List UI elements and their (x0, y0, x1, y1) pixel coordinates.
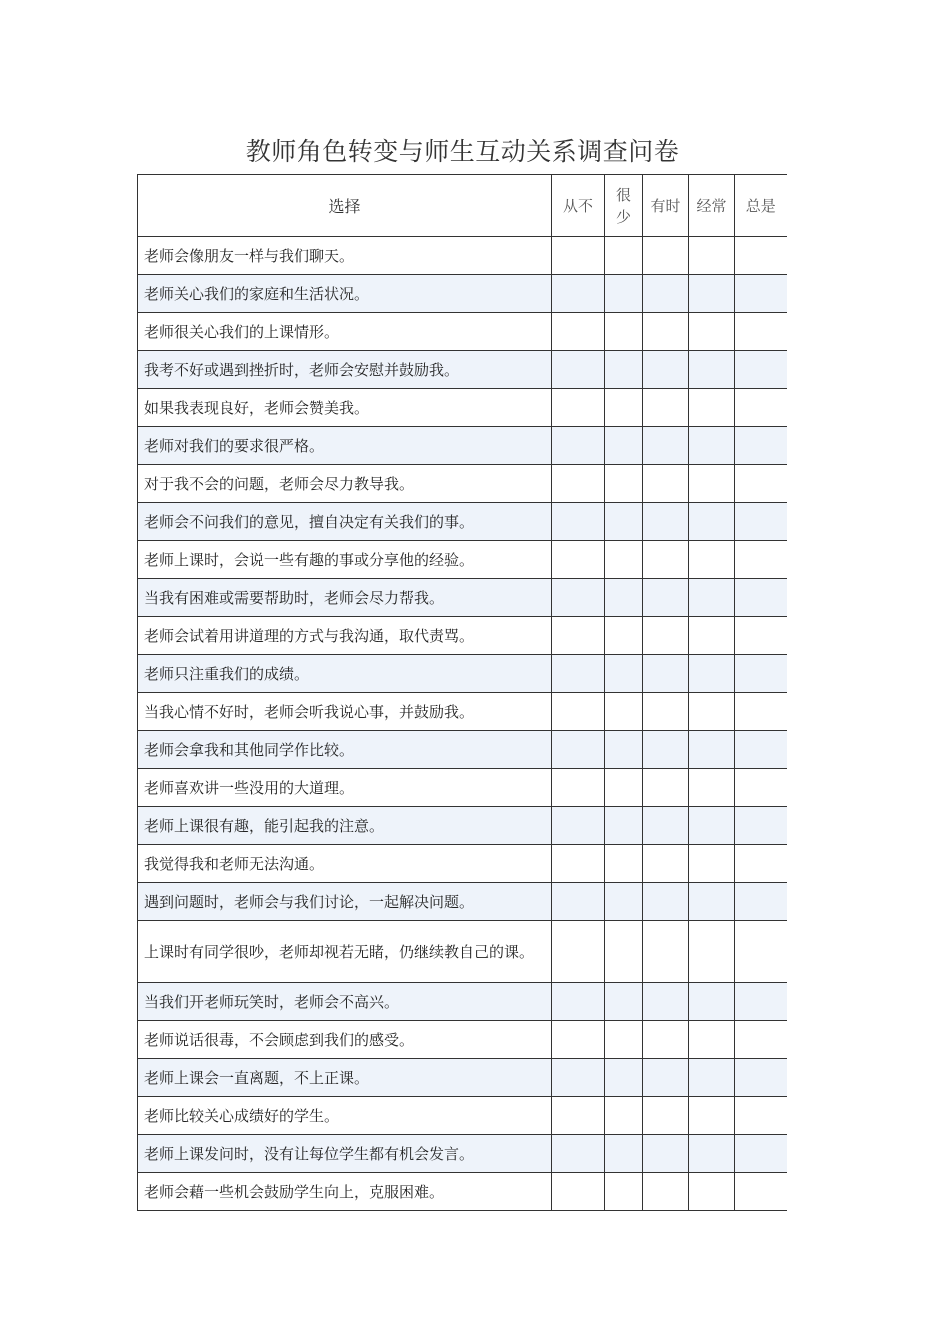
question-text: 当我心情不好时，老师会听我说心事，并鼓励我。 (138, 693, 552, 731)
answer-cell-sometimes[interactable] (643, 883, 689, 921)
answer-cell-always[interactable] (735, 237, 787, 275)
answer-cell-always[interactable] (735, 617, 787, 655)
answer-cell-sometimes[interactable] (643, 1173, 689, 1211)
answer-cell-always[interactable] (735, 731, 787, 769)
question-text: 老师会藉一些机会鼓励学生向上，克服困难。 (138, 1173, 552, 1211)
question-row (138, 655, 787, 693)
answer-cell-often[interactable] (689, 655, 735, 693)
answer-cell-rarely[interactable] (605, 313, 643, 351)
answer-cell-rarely[interactable] (605, 427, 643, 465)
answer-cell-sometimes[interactable] (643, 655, 689, 693)
answer-cell-rarely[interactable] (605, 807, 643, 845)
answer-cell-often[interactable] (689, 351, 735, 389)
answer-cell-never[interactable] (552, 807, 605, 845)
question-text: 如果我表现良好，老师会赞美我。 (138, 389, 552, 427)
answer-cell-rarely[interactable] (605, 541, 643, 579)
answer-cell-often[interactable] (689, 579, 735, 617)
option-header-often: 经常 (689, 175, 735, 237)
answer-cell-sometimes[interactable] (643, 731, 689, 769)
question-row (138, 503, 787, 541)
option-header-always: 总是 (735, 175, 787, 237)
answer-cell-often[interactable] (689, 427, 735, 465)
answer-cell-rarely[interactable] (605, 1097, 643, 1135)
answer-cell-always[interactable] (735, 579, 787, 617)
question-text: 老师上课时，会说一些有趣的事或分享他的经验。 (138, 541, 552, 579)
question-row (138, 921, 787, 983)
answer-cell-sometimes[interactable] (643, 541, 689, 579)
answer-cell-sometimes[interactable] (643, 275, 689, 313)
answer-cell-never[interactable] (552, 579, 605, 617)
answer-cell-always[interactable] (735, 1173, 787, 1211)
answer-cell-often[interactable] (689, 845, 735, 883)
answer-cell-often[interactable] (689, 1135, 735, 1173)
answer-cell-never[interactable] (552, 769, 605, 807)
answer-cell-always[interactable] (735, 769, 787, 807)
question-text: 老师说话很毒，不会顾虑到我们的感受。 (138, 1021, 552, 1059)
question-text: 我觉得我和老师无法沟通。 (138, 845, 552, 883)
answer-cell-often[interactable] (689, 313, 735, 351)
answer-cell-always[interactable] (735, 883, 787, 921)
question-row (138, 275, 787, 313)
answer-cell-rarely[interactable] (605, 693, 643, 731)
answer-cell-never[interactable] (552, 503, 605, 541)
answer-cell-never[interactable] (552, 1173, 605, 1211)
question-text: 我考不好或遇到挫折时，老师会安慰并鼓励我。 (138, 351, 552, 389)
question-row (138, 313, 787, 351)
answer-cell-never[interactable] (552, 1059, 605, 1097)
answer-cell-rarely[interactable] (605, 237, 643, 275)
option-header-rarely-text: 很 少 (615, 185, 631, 226)
answer-cell-sometimes[interactable] (643, 1135, 689, 1173)
question-row (138, 883, 787, 921)
answer-cell-rarely[interactable] (605, 503, 643, 541)
answer-cell-sometimes[interactable] (643, 579, 689, 617)
question-text: 上课时有同学很吵，老师却视若无睹，仍继续教自己的课。 (138, 921, 552, 983)
answer-cell-often[interactable] (689, 389, 735, 427)
question-text: 老师上课很有趣，能引起我的注意。 (138, 807, 552, 845)
answer-cell-rarely[interactable] (605, 1059, 643, 1097)
answer-cell-sometimes[interactable] (643, 237, 689, 275)
answer-cell-never[interactable] (552, 465, 605, 503)
question-row (138, 845, 787, 883)
answer-cell-sometimes[interactable] (643, 921, 689, 983)
answer-cell-sometimes[interactable] (643, 807, 689, 845)
answer-cell-sometimes[interactable] (643, 313, 689, 351)
question-text: 老师会不问我们的意见，擅自决定有关我们的事。 (138, 503, 552, 541)
answer-cell-never[interactable] (552, 983, 605, 1021)
answer-cell-never[interactable] (552, 1135, 605, 1173)
answer-cell-never[interactable] (552, 389, 605, 427)
question-text: 遇到问题时，老师会与我们讨论，一起解决问题。 (138, 883, 552, 921)
answer-cell-often[interactable] (689, 541, 735, 579)
answer-cell-always[interactable] (735, 807, 787, 845)
answer-cell-rarely[interactable] (605, 655, 643, 693)
answer-cell-always[interactable] (735, 1135, 787, 1173)
answer-cell-often[interactable] (689, 1059, 735, 1097)
answer-cell-never[interactable] (552, 921, 605, 983)
question-text: 老师会拿我和其他同学作比较。 (138, 731, 552, 769)
answer-cell-never[interactable] (552, 883, 605, 921)
answer-cell-always[interactable] (735, 983, 787, 1021)
answer-cell-never[interactable] (552, 351, 605, 389)
question-row (138, 807, 787, 845)
question-text: 对于我不会的问题，老师会尽力教导我。 (138, 465, 552, 503)
question-text: 老师关心我们的家庭和生活状况。 (138, 275, 552, 313)
answer-cell-often[interactable] (689, 1021, 735, 1059)
answer-cell-often[interactable] (689, 237, 735, 275)
answer-cell-often[interactable] (689, 693, 735, 731)
option-header-rarely (605, 175, 643, 237)
answer-cell-rarely[interactable] (605, 1173, 643, 1211)
answer-cell-sometimes[interactable] (643, 1097, 689, 1135)
answer-cell-rarely[interactable] (605, 883, 643, 921)
question-text: 老师上课会一直离题，不上正课。 (138, 1059, 552, 1097)
answer-cell-never[interactable] (552, 541, 605, 579)
question-text: 老师只注重我们的成绩。 (138, 655, 552, 693)
question-text: 老师比较关心成绩好的学生。 (138, 1097, 552, 1135)
question-row (138, 1135, 787, 1173)
answer-cell-sometimes[interactable] (643, 617, 689, 655)
answer-cell-sometimes[interactable] (643, 769, 689, 807)
answer-cell-always[interactable] (735, 921, 787, 983)
question-row (138, 427, 787, 465)
answer-cell-often[interactable] (689, 617, 735, 655)
answer-cell-rarely[interactable] (605, 1135, 643, 1173)
question-row (138, 769, 787, 807)
answer-cell-always[interactable] (735, 1097, 787, 1135)
question-text: 老师很关心我们的上课情形。 (138, 313, 552, 351)
answer-cell-sometimes[interactable] (643, 351, 689, 389)
answer-cell-rarely[interactable] (605, 1021, 643, 1059)
question-text: 当我们开老师玩笑时，老师会不高兴。 (138, 983, 552, 1021)
question-row (138, 693, 787, 731)
answer-cell-rarely[interactable] (605, 769, 643, 807)
answer-cell-rarely[interactable] (605, 921, 643, 983)
answer-cell-always[interactable] (735, 1021, 787, 1059)
option-header-never: 从不 (552, 175, 605, 237)
answer-cell-often[interactable] (689, 769, 735, 807)
answer-cell-often[interactable] (689, 465, 735, 503)
answer-cell-always[interactable] (735, 389, 787, 427)
answer-cell-always[interactable] (735, 351, 787, 389)
answer-cell-often[interactable] (689, 275, 735, 313)
answer-cell-never[interactable] (552, 313, 605, 351)
answer-cell-sometimes[interactable] (643, 983, 689, 1021)
question-text: 老师对我们的要求很严格。 (138, 427, 552, 465)
question-text: 老师上课发问时，没有让每位学生都有机会发言。 (138, 1135, 552, 1173)
question-row (138, 541, 787, 579)
answer-cell-never[interactable] (552, 617, 605, 655)
question-row (138, 579, 787, 617)
answer-cell-always[interactable] (735, 503, 787, 541)
answer-cell-never[interactable] (552, 693, 605, 731)
answer-cell-never[interactable] (552, 237, 605, 275)
question-row (138, 983, 787, 1021)
answer-cell-always[interactable] (735, 313, 787, 351)
answer-cell-rarely[interactable] (605, 275, 643, 313)
question-column-header: 选择 (138, 175, 552, 237)
question-text: 老师会试着用讲道理的方式与我沟通，取代责骂。 (138, 617, 552, 655)
answer-cell-often[interactable] (689, 921, 735, 983)
question-row (138, 1173, 787, 1211)
answer-cell-sometimes[interactable] (643, 427, 689, 465)
question-row (138, 351, 787, 389)
option-header-sometimes: 有时 (643, 175, 689, 237)
answer-cell-often[interactable] (689, 1097, 735, 1135)
header-row (138, 175, 787, 237)
answer-cell-sometimes[interactable] (643, 503, 689, 541)
answer-cell-always[interactable] (735, 845, 787, 883)
question-row (138, 617, 787, 655)
question-row (138, 237, 787, 275)
answer-cell-rarely[interactable] (605, 617, 643, 655)
answer-cell-often[interactable] (689, 983, 735, 1021)
answer-cell-rarely[interactable] (605, 389, 643, 427)
answer-cell-always[interactable] (735, 541, 787, 579)
survey-table (137, 174, 787, 1211)
question-row (138, 1059, 787, 1097)
question-text: 老师会像朋友一样与我们聊天。 (138, 237, 552, 275)
question-row (138, 389, 787, 427)
answer-cell-always[interactable] (735, 655, 787, 693)
question-text: 老师喜欢讲一些没用的大道理。 (138, 769, 552, 807)
survey-body (138, 237, 787, 1211)
question-text: 当我有困难或需要帮助时，老师会尽力帮我。 (138, 579, 552, 617)
answer-cell-always[interactable] (735, 1059, 787, 1097)
answer-cell-sometimes[interactable] (643, 389, 689, 427)
answer-cell-never[interactable] (552, 1021, 605, 1059)
answer-cell-rarely[interactable] (605, 579, 643, 617)
answer-cell-sometimes[interactable] (643, 693, 689, 731)
answer-cell-always[interactable] (735, 275, 787, 313)
answer-cell-sometimes[interactable] (643, 845, 689, 883)
answer-cell-never[interactable] (552, 655, 605, 693)
answer-cell-never[interactable] (552, 427, 605, 465)
answer-cell-never[interactable] (552, 275, 605, 313)
answer-cell-never[interactable] (552, 731, 605, 769)
answer-cell-often[interactable] (689, 1173, 735, 1211)
answer-cell-always[interactable] (735, 465, 787, 503)
answer-cell-rarely[interactable] (605, 351, 643, 389)
answer-cell-often[interactable] (689, 503, 735, 541)
answer-cell-often[interactable] (689, 883, 735, 921)
question-row (138, 1097, 787, 1135)
answer-cell-always[interactable] (735, 693, 787, 731)
answer-cell-always[interactable] (735, 427, 787, 465)
question-row (138, 1021, 787, 1059)
answer-cell-never[interactable] (552, 845, 605, 883)
answer-cell-rarely[interactable] (605, 845, 643, 883)
answer-cell-never[interactable] (552, 1097, 605, 1135)
question-row (138, 465, 787, 503)
question-row (138, 731, 787, 769)
page-title: 教师角色转变与师生互动关系调查问卷 (245, 137, 680, 166)
answer-cell-often[interactable] (689, 731, 735, 769)
answer-cell-rarely[interactable] (605, 465, 643, 503)
answer-cell-often[interactable] (689, 807, 735, 845)
answer-cell-rarely[interactable] (605, 983, 643, 1021)
answer-cell-sometimes[interactable] (643, 1059, 689, 1097)
answer-cell-sometimes[interactable] (643, 465, 689, 503)
answer-cell-sometimes[interactable] (643, 1021, 689, 1059)
answer-cell-rarely[interactable] (605, 731, 643, 769)
